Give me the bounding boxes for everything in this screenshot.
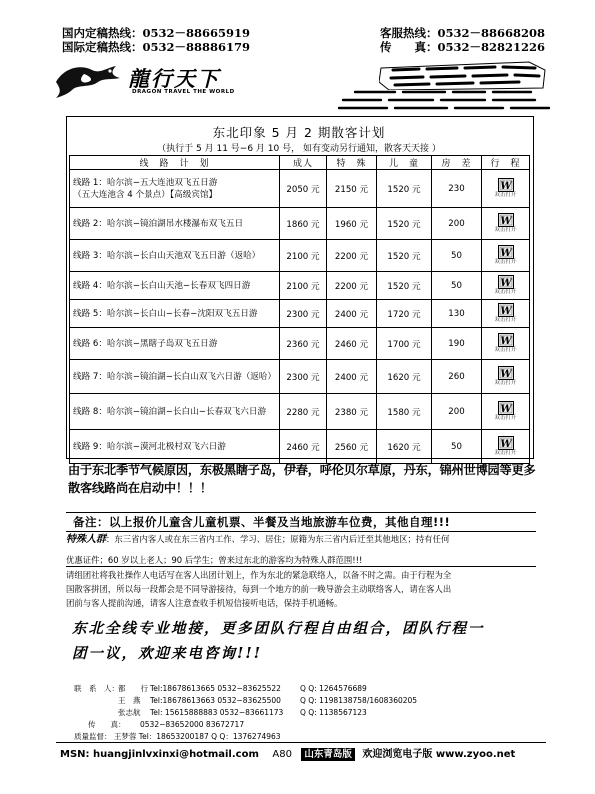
route-name: 线路 5：哈尔滨−长白山−长春−沈阳双飞五日游 bbox=[73, 308, 258, 319]
quality-supervisor: 质量监督： 王梦蓉 Tel：18653200187 Q Q：1376274963 bbox=[74, 732, 281, 741]
child-price: 1520 元 bbox=[377, 272, 432, 300]
contact-tel: Tel:18678613665 0532−83625522 bbox=[150, 684, 281, 693]
fax-value: 0532−83652000 83672717 bbox=[140, 720, 245, 729]
special-price: 1960 元 bbox=[327, 208, 377, 240]
promo-banner-graphic bbox=[379, 60, 547, 90]
adult-price: 2050 元 bbox=[280, 170, 327, 208]
download-caption: 双击打开 bbox=[494, 380, 517, 386]
download-caption: 双击打开 bbox=[494, 450, 517, 456]
child-price: 1620 元 bbox=[377, 360, 432, 394]
svg-text:W: W bbox=[499, 278, 512, 289]
route-cell bbox=[70, 328, 280, 360]
table-row bbox=[70, 300, 530, 328]
contact-name: 张志航 bbox=[118, 708, 141, 717]
svg-text:W: W bbox=[499, 439, 512, 450]
table-row bbox=[70, 430, 530, 464]
word-doc-icon[interactable] bbox=[498, 333, 514, 347]
plan-subtitle: （执行于 5 月 11 号−6 月 10 号， 如有变动另行通知，散客天天接 ） bbox=[157, 144, 441, 154]
word-doc-icon[interactable] bbox=[498, 178, 514, 192]
divider bbox=[66, 566, 536, 567]
word-doc-icon[interactable] bbox=[498, 275, 514, 289]
svg-text:W: W bbox=[499, 336, 512, 347]
room-diff: 50 bbox=[432, 430, 482, 464]
adult-price: 2100 元 bbox=[280, 240, 327, 272]
route-cell bbox=[70, 360, 280, 394]
special-price: 2460 元 bbox=[327, 328, 377, 360]
route-name: 线路 2：哈尔滨−镜泊湖吊水楼瀑布双飞五日 bbox=[73, 218, 244, 229]
special-price: 2200 元 bbox=[327, 272, 377, 300]
special-crowd-line2: 优惠证件；60 岁以上老人；90 后学生；曾来过东北的游客均为特殊人群范围!!! bbox=[66, 555, 363, 565]
download-caption: 双击打开 bbox=[494, 347, 517, 353]
room-diff: 130 bbox=[432, 300, 482, 328]
word-doc-icon[interactable] bbox=[498, 436, 514, 450]
footer bbox=[60, 745, 550, 760]
adult-price: 2300 元 bbox=[280, 360, 327, 394]
fax-label: 传 真： bbox=[88, 720, 126, 729]
brand-english: DRAGON TRAVEL THE WORLD bbox=[132, 89, 235, 95]
footer-msn: MSN: huangjinlvxinxi@hotmail.com bbox=[60, 749, 259, 760]
room-diff: 260 bbox=[432, 360, 482, 394]
special-crowd-line1 bbox=[66, 533, 449, 546]
special-crowd-label: 特殊人群 bbox=[66, 534, 106, 545]
word-doc-icon[interactable] bbox=[498, 401, 514, 415]
plan-title: 东北印象 5 月 2 期散客计划 bbox=[212, 125, 386, 140]
itinerary-download[interactable] bbox=[482, 328, 530, 360]
svg-text:W: W bbox=[499, 404, 512, 415]
room-diff: 50 bbox=[432, 272, 482, 300]
price-remark: 备注：以上报价儿童含儿童机票、半餐及当地旅游车位费，其他自理!!! bbox=[73, 515, 451, 529]
route-name: 线路 9：哈尔滨−漠河北极村双飞六日游 bbox=[73, 441, 226, 452]
download-caption: 双击打开 bbox=[494, 227, 517, 233]
contact-name: 都 行 bbox=[118, 684, 148, 693]
divider bbox=[66, 512, 536, 513]
child-price: 1620 元 bbox=[377, 430, 432, 464]
route-cell bbox=[70, 272, 280, 300]
child-price: 1520 元 bbox=[377, 208, 432, 240]
svg-text:W: W bbox=[499, 369, 512, 380]
room-diff: 50 bbox=[432, 240, 482, 272]
svg-text:W: W bbox=[499, 248, 512, 259]
footer-website: 欢迎浏览电子版 www.zyoo.net bbox=[362, 749, 516, 760]
table-row bbox=[70, 394, 530, 430]
itinerary-download[interactable] bbox=[482, 272, 530, 300]
download-caption: 双击打开 bbox=[494, 192, 517, 198]
table-row bbox=[70, 328, 530, 360]
page-number: A80 bbox=[272, 749, 292, 760]
contact-qq: Q Q: 1138567123 bbox=[300, 708, 367, 717]
adult-price: 2460 元 bbox=[280, 430, 327, 464]
plan-table bbox=[69, 155, 530, 464]
divider bbox=[66, 531, 536, 532]
col-adult: 成人 bbox=[280, 156, 327, 170]
table-row bbox=[70, 208, 530, 240]
instruction-line: 国散客拼团，所以每一段都会是不同导游接待，每到一个地方的前一晚导游会主动联络客人，请在客人出 bbox=[66, 584, 452, 594]
special-price: 2560 元 bbox=[327, 430, 377, 464]
route-name: 线路 4：哈尔滨−长白山天池−长春双飞四日游 bbox=[73, 280, 251, 291]
word-doc-icon[interactable] bbox=[498, 366, 514, 380]
word-doc-icon[interactable] bbox=[498, 213, 514, 227]
table-row bbox=[70, 170, 530, 208]
contact-tel: Tel:18678613663 0532−83625500 bbox=[150, 696, 281, 705]
special-price: 2400 元 bbox=[327, 300, 377, 328]
instruction-line: 团前与客人提前沟通，请客人注意查收手机短信接听电话，保持手机通畅。 bbox=[66, 598, 343, 608]
promo-tagline-graphic bbox=[335, 88, 555, 112]
svg-text:W: W bbox=[499, 306, 512, 317]
room-diff: 190 bbox=[432, 328, 482, 360]
itinerary-download[interactable] bbox=[482, 394, 530, 430]
special-price: 2150 元 bbox=[327, 170, 377, 208]
special-price: 2380 元 bbox=[327, 394, 377, 430]
contacts-block bbox=[74, 683, 554, 743]
slogan-line2: 团一议，欢迎来电咨询!!! bbox=[72, 645, 263, 662]
col-special: 特 殊 bbox=[327, 156, 377, 170]
word-doc-icon[interactable] bbox=[498, 303, 514, 317]
col-child: 儿 童 bbox=[377, 156, 432, 170]
brand-name: 龍行天下 bbox=[128, 66, 220, 91]
route-name: 线路 3：哈尔滨−长白山天池双飞五日游（返哈） bbox=[73, 250, 261, 261]
itinerary-download[interactable] bbox=[482, 208, 530, 240]
route-name: 线路 1：哈尔滨−五大连池双飞五日游 bbox=[73, 177, 218, 188]
col-room-diff: 房 差 bbox=[432, 156, 482, 170]
route-name: 线路 8：哈尔滨−镜泊湖−长白山−长春双飞六日游 bbox=[73, 406, 267, 417]
brand-logo bbox=[54, 62, 234, 102]
fax-hotline: 传 真：0532－82821226 bbox=[380, 40, 546, 54]
route-cell bbox=[70, 170, 280, 208]
route-cell bbox=[70, 430, 280, 464]
international-hotline: 国际定稿热线：0532－88886179 bbox=[62, 40, 251, 54]
route-cell bbox=[70, 208, 280, 240]
word-doc-icon[interactable] bbox=[498, 245, 514, 259]
domestic-hotline: 国内定稿热线：0532－88665919 bbox=[62, 26, 251, 40]
contact-name: 王 燕 bbox=[118, 696, 141, 705]
itinerary-download[interactable] bbox=[482, 360, 530, 394]
download-caption: 双击打开 bbox=[494, 317, 517, 323]
special-price: 2200 元 bbox=[327, 240, 377, 272]
special-crowd-text: ：东三省内客人或在东三省内工作、学习、居住；原籍为东三省内后迁至其他地区；持有任何 bbox=[106, 534, 450, 544]
contact-tel: Tel: 15615888883 0532−83661173 bbox=[150, 708, 284, 717]
season-notice: 由于东北季节气候原因，东极黑瞎子岛，伊春，呼伦贝尔草原，丹东，锦州世博园等更多散客线路尚在启动中！！！ bbox=[68, 463, 536, 495]
itinerary-download[interactable] bbox=[482, 240, 530, 272]
dragon-icon bbox=[54, 62, 124, 100]
itinerary-download[interactable] bbox=[482, 300, 530, 328]
adult-price: 1860 元 bbox=[280, 208, 327, 240]
table-row bbox=[70, 360, 530, 394]
adult-price: 2100 元 bbox=[280, 272, 327, 300]
child-price: 1580 元 bbox=[377, 394, 432, 430]
download-caption: 双击打开 bbox=[494, 259, 517, 265]
adult-price: 2300 元 bbox=[280, 300, 327, 328]
table-row bbox=[70, 240, 530, 272]
table-header-row bbox=[70, 156, 530, 170]
table-row bbox=[70, 272, 530, 300]
svg-text:W: W bbox=[499, 181, 512, 192]
edition-badge: 山东青岛版 bbox=[301, 748, 355, 761]
special-price: 2400 元 bbox=[327, 360, 377, 394]
footer-divider bbox=[56, 742, 546, 743]
download-caption: 双击打开 bbox=[494, 415, 517, 421]
itinerary-download[interactable] bbox=[482, 430, 530, 464]
contact-qq: Q Q: 1198138758/1608360205 bbox=[300, 696, 418, 705]
itinerary-download[interactable] bbox=[482, 170, 530, 208]
col-route: 线 路 计 划 bbox=[70, 156, 280, 170]
route-cell bbox=[70, 240, 280, 272]
col-itinerary: 行 程 bbox=[482, 156, 530, 170]
route-cell bbox=[70, 394, 280, 430]
instruction-line: 请组团社将我社操作人电话写在客人出团计划上，作为东北的紧急联络人，以备不时之需。由于行程为全 bbox=[66, 570, 452, 580]
room-diff: 230 bbox=[432, 170, 482, 208]
child-price: 1720 元 bbox=[377, 300, 432, 328]
service-hotline: 客服热线：0532－88668208 bbox=[380, 26, 546, 40]
route-name: 线路 6：哈尔滨−黑瞎子岛双飞五日游 bbox=[73, 338, 218, 349]
adult-price: 2360 元 bbox=[280, 328, 327, 360]
route-note: （五大连池含 4 个景点）【高级宾馆】 bbox=[73, 189, 218, 200]
download-caption: 双击打开 bbox=[494, 289, 517, 295]
child-price: 1700 元 bbox=[377, 328, 432, 360]
contact-qq: Q Q: 1264576689 bbox=[300, 684, 367, 693]
route-name: 线路 7：哈尔滨−镜泊湖−长白山双飞六日游（返哈） bbox=[73, 371, 277, 382]
route-cell bbox=[70, 300, 280, 328]
child-price: 1520 元 bbox=[377, 170, 432, 208]
child-price: 1520 元 bbox=[377, 240, 432, 272]
contacts-label: 联 系 人： bbox=[74, 684, 119, 693]
svg-text:W: W bbox=[499, 216, 512, 227]
room-diff: 200 bbox=[432, 208, 482, 240]
room-diff: 200 bbox=[432, 394, 482, 430]
slogan-line1: 东北全线专业地接，更多团队行程自由组合，团队行程一 bbox=[72, 620, 485, 637]
adult-price: 2280 元 bbox=[280, 394, 327, 430]
